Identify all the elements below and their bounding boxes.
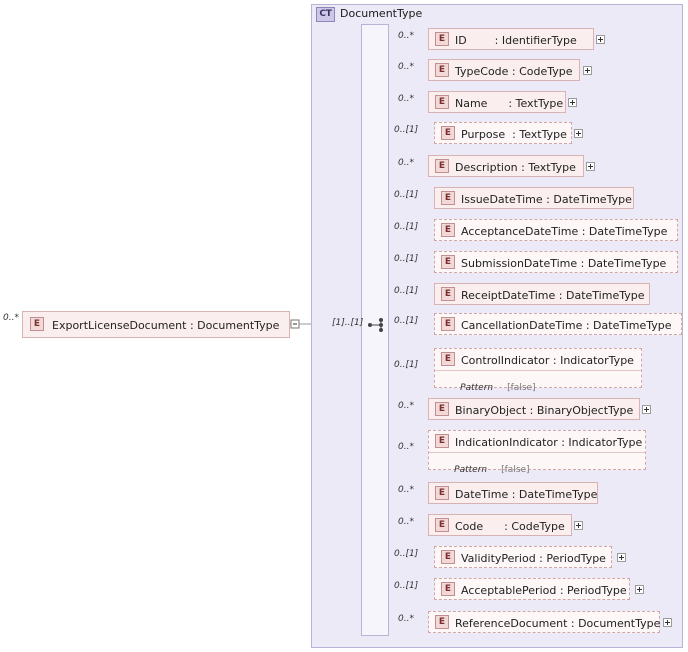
element-badge: E: [441, 223, 455, 237]
element-label: ControlIndicator : IndicatorType: [461, 354, 634, 367]
element-label: IndicationIndicator : IndicatorType: [455, 436, 643, 449]
element-node-code[interactable]: [428, 514, 572, 536]
element-node-binaryobject[interactable]: [428, 398, 640, 420]
node-cardinality: 0..[1]: [394, 360, 419, 370]
element-badge: E: [435, 486, 449, 500]
element-node-cancellationdatetime[interactable]: [434, 313, 682, 335]
element-label: CancellationDateTime : DateTimeType: [461, 319, 672, 332]
expander-plus-icon[interactable]: [642, 405, 651, 414]
element-node-submissiondatetime[interactable]: [434, 251, 678, 273]
expander-plus-icon[interactable]: [663, 618, 672, 627]
element-badge: E: [441, 287, 455, 301]
element-node-purpose[interactable]: [434, 122, 572, 144]
element-badge: E: [435, 434, 449, 448]
expander-plus-icon[interactable]: [586, 162, 595, 171]
expander-plus-icon[interactable]: [583, 66, 592, 75]
element-badge: E: [435, 159, 449, 173]
facet-pattern-value: [false]: [507, 383, 536, 393]
node-cardinality: 0..*: [398, 442, 414, 452]
facet-divider: [435, 370, 641, 371]
element-label: Description : TextType: [455, 161, 576, 174]
root-element-node[interactable]: [22, 311, 290, 338]
node-cardinality: 0..*: [398, 401, 414, 411]
element-label: ReceiptDateTime : DateTimeType: [461, 289, 645, 302]
element-node-description[interactable]: [428, 155, 584, 177]
element-node-id[interactable]: [428, 28, 594, 50]
node-cardinality: 0..[1]: [394, 549, 419, 559]
node-cardinality: 0..*: [398, 614, 414, 624]
facet-divider: [429, 452, 645, 453]
element-badge: E: [435, 95, 449, 109]
node-cardinality: 0..*: [398, 31, 414, 41]
sequence-cardinality: [1]..[1]: [332, 318, 364, 328]
element-label: ReferenceDocument : DocumentType: [455, 617, 661, 630]
element-node-referencedocument[interactable]: [428, 611, 660, 633]
element-badge: E: [435, 32, 449, 46]
node-cardinality: 0..*: [398, 62, 414, 72]
element-badge: E: [435, 63, 449, 77]
element-node-receiptdatetime[interactable]: [434, 283, 650, 305]
node-cardinality: 0..[1]: [394, 581, 419, 591]
element-node-acceptancedatetime[interactable]: [434, 219, 678, 241]
element-label: DateTime : DateTimeType: [455, 488, 598, 501]
element-badge: E: [435, 518, 449, 532]
element-label: Code : CodeType: [455, 520, 565, 533]
element-badge: E: [441, 255, 455, 269]
element-badge: E: [441, 352, 455, 366]
element-badge: E: [441, 550, 455, 564]
element-label: IssueDateTime : DateTimeType: [461, 193, 632, 206]
node-cardinality: 0..*: [398, 94, 414, 104]
node-cardinality: 0..[1]: [394, 316, 419, 326]
root-cardinality: 0..*: [3, 313, 19, 323]
node-cardinality: 0..[1]: [394, 125, 419, 135]
expander-plus-icon[interactable]: [617, 553, 626, 562]
element-node-controlindicator[interactable]: [434, 348, 642, 393]
facet-pattern-label: Pattern: [460, 383, 494, 393]
node-cardinality: 0..[1]: [394, 222, 419, 232]
element-badge: E: [435, 615, 449, 629]
element-badge: E: [30, 317, 44, 331]
element-label: ID : IdentifierType: [455, 34, 577, 47]
element-badge: E: [435, 402, 449, 416]
sequence-icon: [368, 318, 383, 332]
element-badge: E: [441, 317, 455, 331]
expander-plus-icon[interactable]: [574, 521, 583, 530]
node-cardinality: 0..*: [398, 158, 414, 168]
element-badge: E: [441, 191, 455, 205]
element-label: Name : TextType: [455, 97, 564, 110]
element-node-acceptableperiod[interactable]: [434, 578, 630, 600]
root-element-label: ExportLicenseDocument : DocumentType: [52, 319, 280, 332]
element-badge: E: [441, 126, 455, 140]
complextype-badge: CT: [316, 7, 335, 22]
element-label: BinaryObject : BinaryObjectType: [455, 404, 634, 417]
element-label: AcceptanceDateTime : DateTimeType: [461, 225, 668, 238]
complextype-title: DocumentType: [340, 7, 423, 20]
element-label: Purpose : TextType: [461, 128, 567, 141]
node-cardinality: 0..*: [398, 485, 414, 495]
facet-pattern-row: [437, 455, 530, 485]
element-node-datetime[interactable]: [428, 482, 598, 504]
element-node-validityperiod[interactable]: [434, 546, 612, 568]
node-cardinality: 0..[1]: [394, 254, 419, 264]
node-cardinality: 0..*: [398, 517, 414, 527]
node-cardinality: 0..[1]: [394, 190, 419, 200]
expander-plus-icon[interactable]: [596, 35, 605, 44]
element-node-name[interactable]: [428, 91, 566, 113]
element-node-typecode[interactable]: [428, 59, 580, 81]
element-label: SubmissionDateTime : DateTimeType: [461, 257, 667, 270]
element-label: TypeCode : CodeType: [455, 65, 573, 78]
element-label: ValidityPeriod : PeriodType: [461, 552, 606, 565]
facet-pattern-label: Pattern: [454, 465, 488, 475]
expander-plus-icon[interactable]: [574, 129, 583, 138]
expander-plus-icon[interactable]: [568, 98, 577, 107]
element-label: AcceptablePeriod : PeriodType: [461, 584, 627, 597]
facet-pattern-value: [false]: [501, 465, 530, 475]
expander-plus-icon[interactable]: [635, 585, 644, 594]
element-node-indicationindicator[interactable]: [428, 430, 646, 475]
element-node-issuedatetime[interactable]: [434, 187, 634, 209]
element-badge: E: [441, 582, 455, 596]
node-cardinality: 0..[1]: [394, 286, 419, 296]
